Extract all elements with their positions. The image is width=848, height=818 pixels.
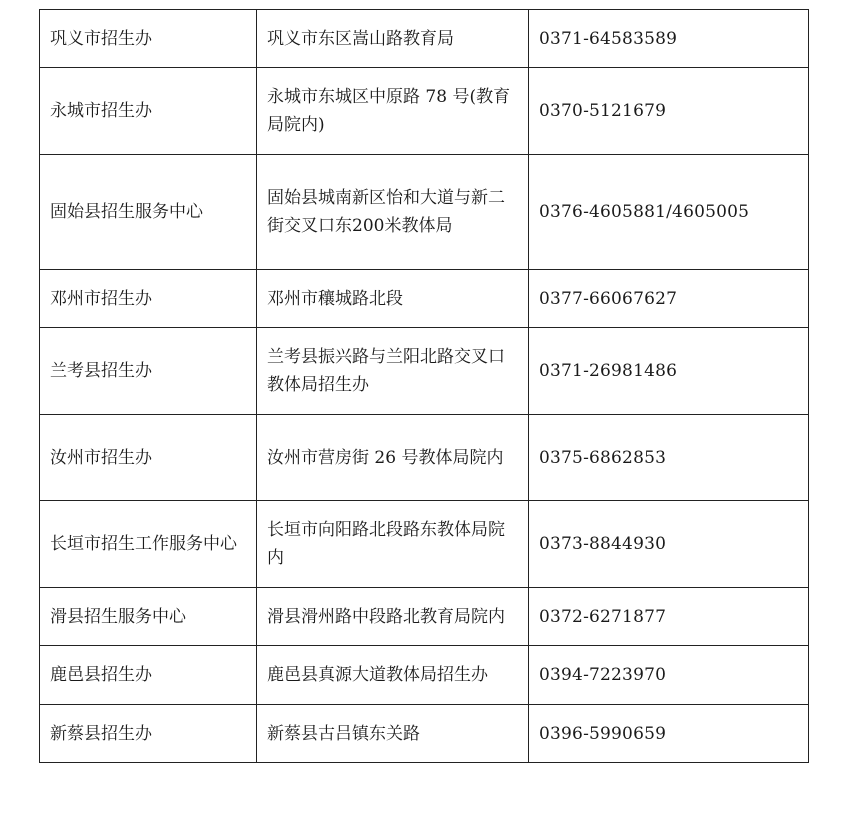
office-name-cell: 永城市招生办 — [40, 68, 257, 155]
office-name-cell: 鹿邑县招生办 — [40, 646, 257, 705]
office-name-cell: 巩义市招生办 — [40, 10, 257, 68]
address-cell: 滑县滑州路中段路北教育局院内 — [257, 588, 529, 646]
table-row — [40, 328, 809, 415]
phone-cell: 0371-26981486 — [529, 328, 809, 415]
table-row — [40, 68, 809, 155]
table-row — [40, 705, 809, 763]
table-row — [40, 415, 809, 501]
table-row — [40, 588, 809, 646]
phone-cell: 0396-5990659 — [529, 705, 809, 763]
office-name-cell: 长垣市招生工作服务中心 — [40, 501, 257, 588]
table-row — [40, 501, 809, 588]
admissions-office-table — [39, 9, 809, 763]
phone-cell: 0373-8844930 — [529, 501, 809, 588]
address-cell: 巩义市东区嵩山路教育局 — [257, 10, 529, 68]
table-row — [40, 646, 809, 705]
address-cell: 永城市东城区中原路 78 号(教育局院内) — [257, 68, 529, 155]
address-cell: 兰考县振兴路与兰阳北路交叉口教体局招生办 — [257, 328, 529, 415]
office-name-cell: 邓州市招生办 — [40, 270, 257, 328]
address-cell: 固始县城南新区怡和大道与新二街交叉口东200米教体局 — [257, 155, 529, 270]
table-row — [40, 155, 809, 270]
office-name-cell: 滑县招生服务中心 — [40, 588, 257, 646]
table-row — [40, 270, 809, 328]
address-cell: 新蔡县古吕镇东关路 — [257, 705, 529, 763]
phone-cell: 0376-4605881/4605005 — [529, 155, 809, 270]
address-cell: 邓州市穰城路北段 — [257, 270, 529, 328]
address-cell: 长垣市向阳路北段路东教体局院内 — [257, 501, 529, 588]
table-row — [40, 10, 809, 68]
office-name-cell: 新蔡县招生办 — [40, 705, 257, 763]
phone-cell: 0377-66067627 — [529, 270, 809, 328]
phone-cell: 0370-5121679 — [529, 68, 809, 155]
address-cell: 鹿邑县真源大道教体局招生办 — [257, 646, 529, 705]
phone-cell: 0394-7223970 — [529, 646, 809, 705]
phone-cell: 0375-6862853 — [529, 415, 809, 501]
office-name-cell: 汝州市招生办 — [40, 415, 257, 501]
address-cell: 汝州市营房街 26 号教体局院内 — [257, 415, 529, 501]
office-name-cell: 兰考县招生办 — [40, 328, 257, 415]
office-name-cell: 固始县招生服务中心 — [40, 155, 257, 270]
phone-cell: 0372-6271877 — [529, 588, 809, 646]
phone-cell: 0371-64583589 — [529, 10, 809, 68]
